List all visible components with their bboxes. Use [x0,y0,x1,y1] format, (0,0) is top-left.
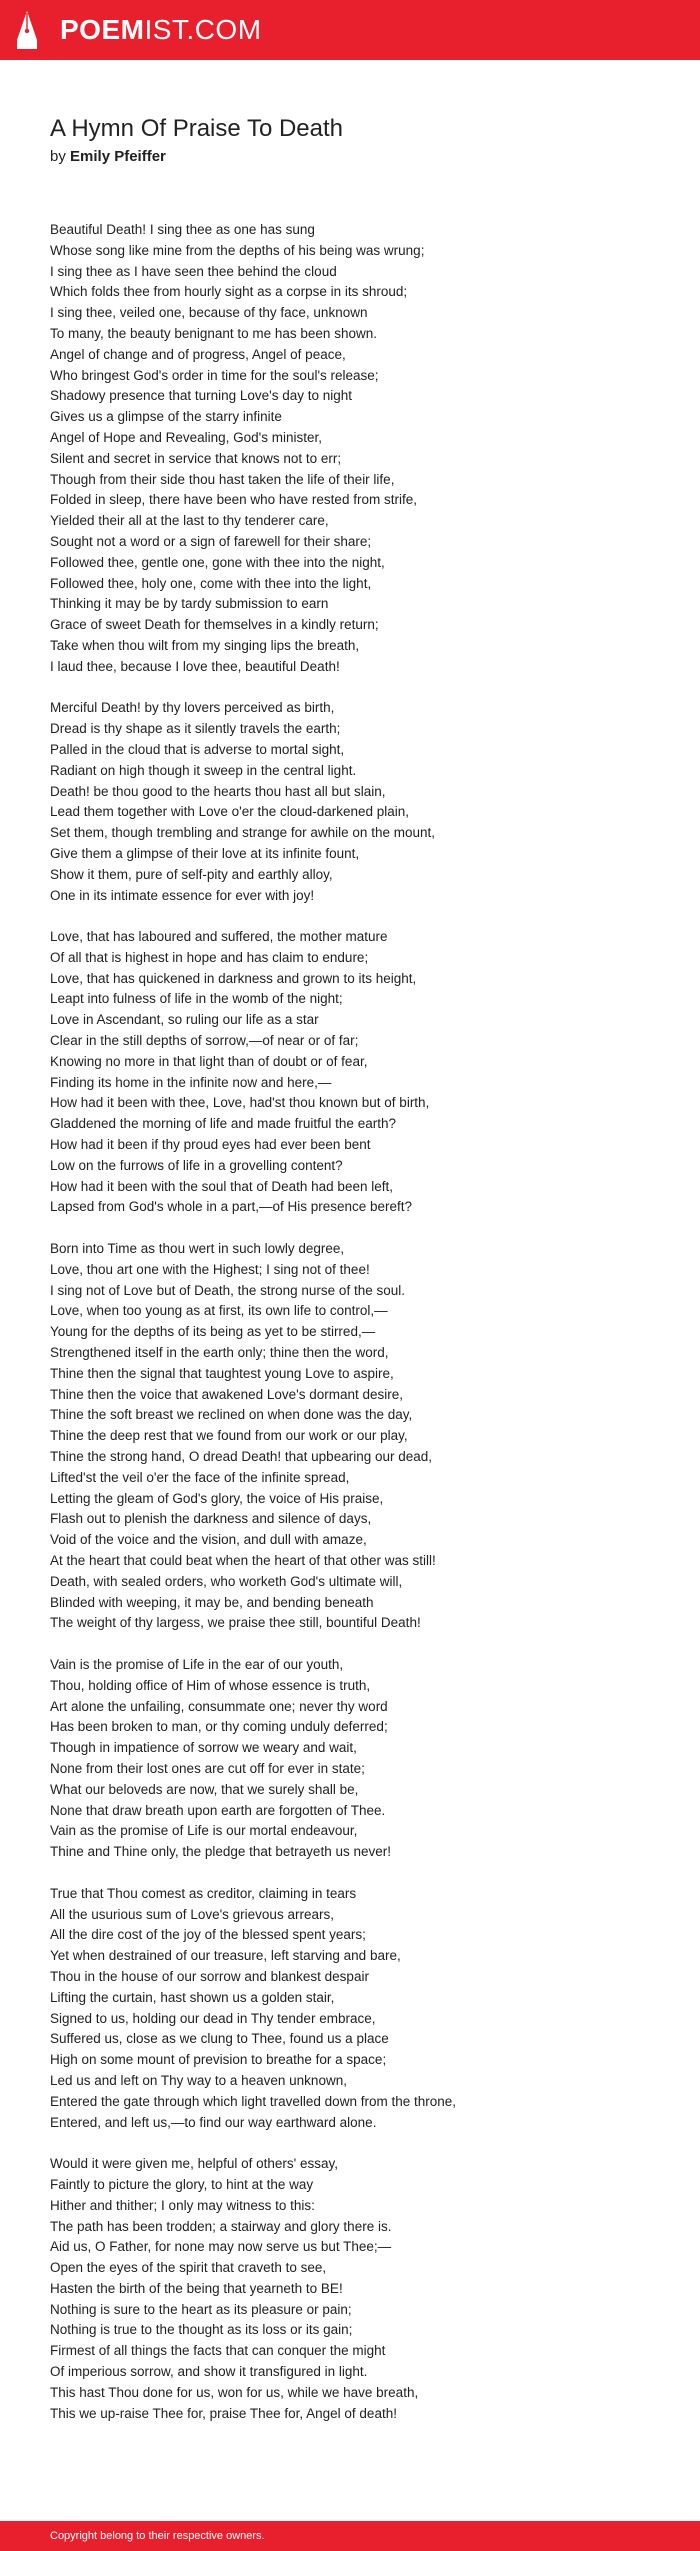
poem-line: Entered, and left us,—to find our way earthward alone. [50,2114,377,2130]
poem-line: What our beloveds are now, that we surely shall be, [50,1781,359,1797]
poem-line: The path has been trodden; a stairway and glory there is. [50,2218,392,2234]
poem-line: Aid us, O Father, for none may now serve us but Thee;— [50,2239,392,2255]
poem-line: Give them a glimpse of their love at its infinite fount, [50,845,360,861]
poem-line: Love in Ascendant, so ruling our life as a star [50,1012,319,1028]
poem-line: Whose song like mine from the depths of his being was wrung; [50,242,425,258]
poem-line: Signed to us, holding our dead in Thy tender embrace, [50,2010,376,2026]
poem-line: Radiant on high though it sweep in the central light. [50,762,357,778]
poem-line: Thine the soft breast we reclined on when done was the day, [50,1407,413,1423]
poem-line: Faintly to picture the glory, to hint at the way [50,2176,314,2192]
logo-text-bold: POEM [60,14,145,45]
poem-line: Though in impatience of sorrow we weary and wait, [50,1740,357,1756]
poem-line: Vain as the promise of Life is our mortal endeavour, [50,1823,358,1839]
poem-line: I sing thee as I have seen thee behind the cloud [50,263,337,279]
poem-line: Hither and thither; I only may witness to this: [50,2197,315,2213]
poem-line: Flash out to plenish the darkness and silence of days, [50,1511,372,1527]
poem-line: Born into Time as thou wert in such lowly degree, [50,1241,345,1257]
poem-line: Shadowy presence that turning Love's day to night [50,388,353,404]
stanza [50,927,670,1218]
poem-line: Palled in the cloud that is adverse to mortal sight, [50,741,345,757]
poem-line: Of all that is highest in hope and has claim to endure; [50,949,369,965]
poem-line: This we up-raise Thee for, praise Thee for, Angel of death! [50,2405,397,2421]
site-header [0,0,700,60]
poem-title: A Hymn Of Praise To Death [50,115,344,142]
poem-line: Thine then the voice that awakened Love's dormant desire, [50,1386,404,1402]
poem-line: Nothing is sure to the heart as its pleasure or pain; [50,2301,352,2317]
poem-line: Love, that has quickened in darkness and grown to its height, [50,970,417,986]
poem-line: Take when thou wilt from my singing lips the breath, [50,637,360,653]
poem-line: Lifting the curtain, hast shown us a golden stair, [50,1989,335,2005]
poem-line: Thou in the house of our sorrow and blankest despair [50,1968,369,1984]
stanza [50,220,670,678]
poem-line: None that draw breath upon earth are forgotten of Thee. [50,1802,386,1818]
poem-line: Finding its home in the infinite now and here,— [50,1074,332,1090]
poem-line: Vain is the promise of Life in the ear of our youth, [50,1656,344,1672]
poem-line: Love, when too young as at first, its own life to control,— [50,1303,388,1319]
poem-line: Lead them together with Love o'er the cloud-darkened plain, [50,804,410,820]
poem-line: At the heart that could beat when the heart of that other was still! [50,1553,436,1568]
poem-body [50,220,670,2445]
poem-line: Clear in the still depths of sorrow,—of near or of far; [50,1033,359,1049]
pen-nib-logo-icon[interactable] [16,10,38,50]
poem-line: I sing not of Love but of Death, the strong nurse of the soul. [50,1282,405,1298]
poem-line: Art alone the unfailing, consummate one; never thy word [50,1698,388,1714]
stanza [50,698,670,906]
poem-line: Hasten the birth of the being that yearneth to BE! [50,2280,343,2296]
poem-line: Followed thee, gentle one, gone with thee into the night, [50,554,385,570]
poem-line: Angel of Hope and Revealing, God's minister, [50,429,322,445]
poem-line: Open the eyes of the spirit that craveth to see, [50,2260,327,2276]
poem-line: Thine the strong hand, O dread Death! that upbearing our dead, [50,1449,433,1465]
poem-line: True that Thou comest as creditor, claiming in tears [50,1885,357,1901]
poem-line: Of imperious sorrow, and show it transfigured in light. [50,2364,368,2380]
poem-line: I laud thee, because I love thee, beautiful Death! [50,658,340,674]
poem-line: Merciful Death! by thy lovers perceived as birth, [50,700,335,716]
poem-line: One in its intimate essence for ever with joy! [50,887,315,903]
poem-line: The weight of thy largess, we praise thee still, bountiful Death! [50,1615,421,1631]
poem-line: Has been broken to man, or thy coming unduly deferred; [50,1719,388,1735]
poem-line: How had it been with thee, Love, had'st thou known but of birth, [50,1095,430,1111]
logo-text-light: IST.COM [144,14,262,45]
stanza [50,1239,670,1634]
poem-line: Knowing no more in that light than of doubt or of fear, [50,1053,368,1069]
poem-line: Followed thee, holy one, come with thee into the light, [50,575,372,591]
poem-line: Sought not a word or a sign of farewell for their share; [50,533,372,549]
poem-line: Suffered us, close as we clung to Thee, found us a place [50,2031,389,2047]
poem-line: Void of the voice and the vision, and dull with amaze, [50,1532,367,1548]
site-logo-text[interactable] [60,14,262,46]
poem-line: Leapt into fulness of life in the womb of the night; [50,991,343,1007]
stanza [50,2154,670,2424]
poem-line: High on some mount of prevision to breathe for a space; [50,2052,387,2068]
poem-line: Beautiful Death! I sing thee as one has sung [50,222,315,237]
poem-line: How had it been with the soul that of Death had been left, [50,1178,393,1194]
poem-line: Love, that has laboured and suffered, the mother mature [50,929,388,945]
byline [50,147,166,167]
poem-line: Grace of sweet Death for themselves in a kindly return; [50,617,379,633]
poem-line: Who bringest God's order in time for the soul's release; [50,367,379,383]
poem-line: Folded in sleep, there have been who have rested from strife, [50,492,417,508]
poem-line: Firmest of all things the facts that can conquer the might [50,2343,386,2359]
poem-line: Death, with sealed orders, who worketh God's ultimate will, [50,1573,403,1589]
poem-line: Would it were given me, helpful of others' essay, [50,2156,338,2172]
poem-line: Yielded their all at the last to thy tenderer care, [50,513,329,529]
poem-line: All the dire cost of the joy of the blessed spent years; [50,1927,366,1943]
poem-line: Gives us a glimpse of the starry infinite [50,409,282,425]
poem-line: Set them, though trembling and strange for awhile on the mount, [50,825,435,841]
poem-line: How had it been if thy proud eyes had ever been bent [50,1137,371,1153]
poem-line: All the usurious sum of Love's grievous arrears, [50,1906,334,1922]
poem-line: Led us and left on Thy way to a heaven unknown, [50,2072,347,2088]
site-footer [0,2521,700,2551]
poem-line: Silent and secret in service that knows not to err; [50,450,342,466]
poem-line: Nothing is true to the thought as its loss or its gain; [50,2322,353,2338]
poem-line: I sing thee, veiled one, because of thy face, unknown [50,305,368,321]
poem-line: Thou, holding office of Him of whose essence is truth, [50,1677,371,1693]
poem-line: Love, thou art one with the Highest; I sing not of thee! [50,1261,370,1277]
poem-line: Yet when destrained of our treasure, left starving and bare, [50,1948,401,1964]
poem-line: Low on the furrows of life in a grovelling content? [50,1157,343,1173]
poem-line: None from their lost ones are cut off for ever in state; [50,1760,365,1776]
poem-line: Letting the gleam of God's glory, the voice of His praise, [50,1490,384,1506]
poem-line: Thine the deep rest that we found from our work or our play, [50,1428,408,1444]
poem-line: Entered the gate through which light travelled down from the throne, [50,2093,456,2109]
author-name[interactable]: Emily Pfeiffer [70,148,166,165]
poem-line: Blinded with weeping, it may be, and bending beneath [50,1594,374,1610]
poem-line: Strengthened itself in the earth only; thine then the word, [50,1345,389,1361]
poem-line: Young for the depths of its being as yet to be stirred,— [50,1324,376,1340]
poem-line: This hast Thou done for us, won for us, while we have breath, [50,2384,419,2400]
poem-line: Lapsed from God's whole in a part,—of His presence bereft? [50,1199,413,1215]
poem-line: Which folds thee from hourly sight as a corpse in its shroud; [50,284,408,300]
byline-prefix: by [50,148,66,165]
poem-line: Show it them, pure of self-pity and earthly alloy, [50,866,333,882]
stanza [50,1655,670,1863]
poem-line: To many, the beauty benignant to me has been shown. [50,325,377,341]
stanza [50,1884,670,2134]
poem-line: Lifted'st the veil o'er the face of the infinite spread, [50,1469,350,1485]
poem-line: Death! be thou good to the hearts thou hast all but slain, [50,783,386,799]
poem-line: Angel of change and of progress, Angel of peace, [50,346,346,362]
poem-line: Dread is thy shape as it silently travels the earth; [50,721,341,737]
poem-line: Though from their side thou hast taken the life of their life, [50,471,395,487]
poem-line: Thine then the signal that taughtest young Love to aspire, [50,1365,394,1381]
copyright-notice: Copyright belong to their respective owners. [50,2530,265,2542]
poem-line: Gladdened the morning of life and made fruitful the earth? [50,1116,396,1132]
poem-line: Thine and Thine only, the pledge that betrayeth us never! [50,1844,391,1860]
poem-line: Thinking it may be by tardy submission to earn [50,596,329,612]
